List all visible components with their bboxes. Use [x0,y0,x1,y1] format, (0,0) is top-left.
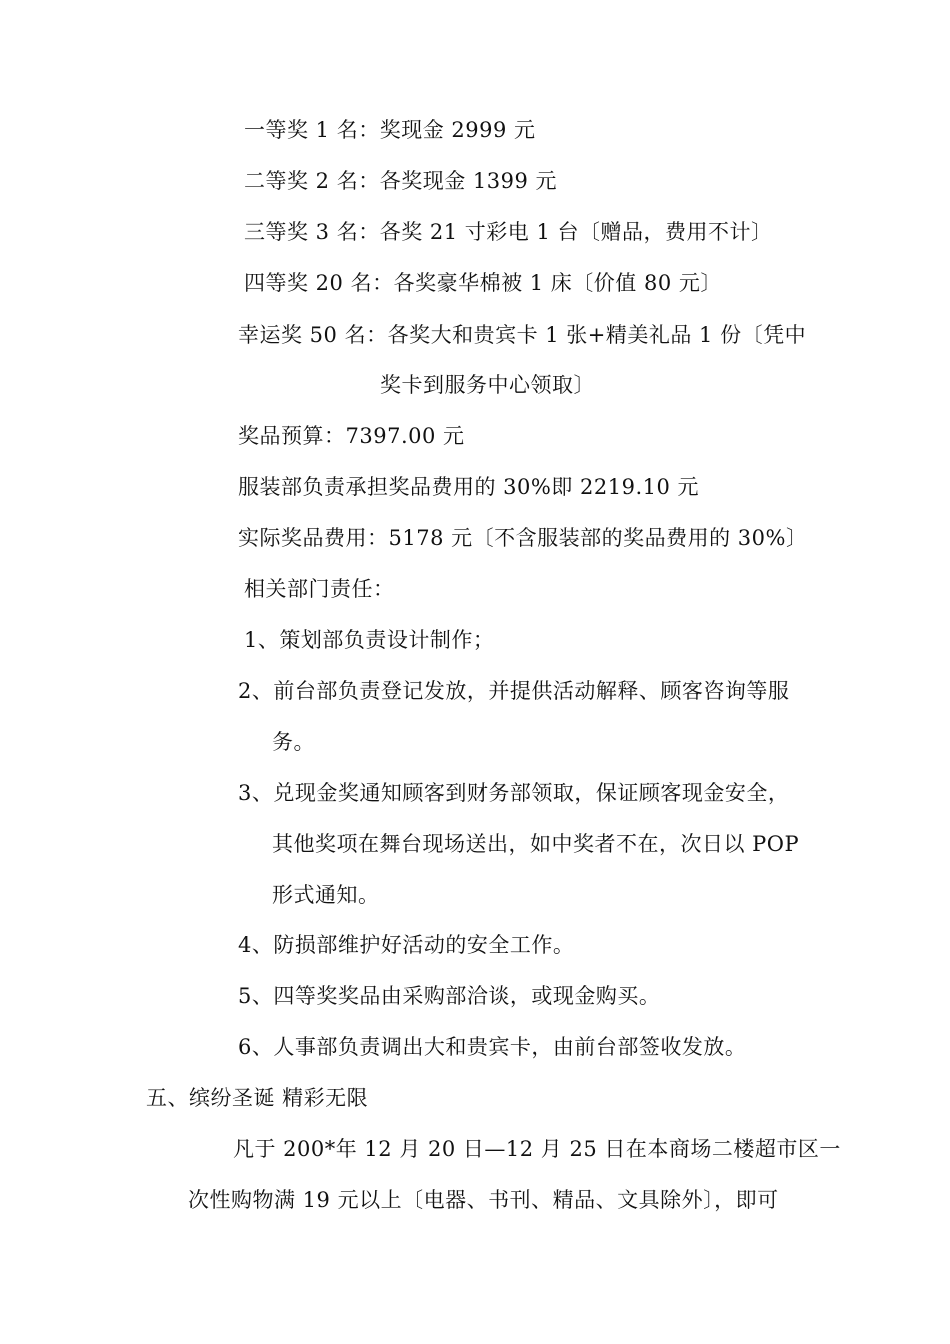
duty-item-5: 5、四等奖奖品由采购部洽谈，或现金购买。 [238,984,661,1008]
actual-cost-line: 实际奖品费用：5178 元〔不含服装部的奖品费用的 30%〕 [238,526,808,550]
prize-first-line: 一等奖 1 名：奖现金 2999 元 [244,118,536,142]
paragraph-line-1: 凡于 200*年 12 月 20 日—12 月 25 日在本商场二楼超市区一 [233,1137,841,1161]
dept-duties-heading: 相关部门责任： [244,577,395,601]
prize-budget-line: 奖品预算：7397.00 元 [238,424,465,448]
duty-item-1: 1、策划部负责设计制作； [244,628,495,652]
duty-item-3-continuation: 其他奖项在舞台现场送出，如中奖者不在，次日以 POP [272,832,800,856]
prize-lucky-line: 幸运奖 50 名：各奖大和贵宾卡 1 张+精美礼品 1 份〔凭中 [238,323,807,347]
duty-item-3: 3、兑现金奖通知顾客到财务部领取，保证顾客现金安全， [238,781,790,805]
duty-item-2-continuation: 务。 [272,730,315,754]
paragraph-line-2: 次性购物满 19 元以上〔电器、书刊、精品、文具除外〕，即可 [188,1188,779,1212]
prize-lucky-continuation: 奖卡到服务中心领取〕 [380,373,595,397]
section-five-heading: 五、缤纷圣诞 精彩无限 [146,1086,369,1110]
duty-item-2: 2、前台部负责登记发放，并提供活动解释、顾客咨询等服 [238,679,790,703]
clothing-share-line: 服装部负责承担奖品费用的 30%即 2219.10 元 [238,475,700,499]
prize-fourth-line: 四等奖 20 名：各奖豪华棉被 1 床〔价值 80 元〕 [244,271,722,295]
duty-item-6: 6、人事部负责调出大和贵宾卡，由前台部签收发放。 [238,1035,747,1059]
prize-second-line: 二等奖 2 名：各奖现金 1399 元 [244,169,558,193]
duty-item-3-continuation-2: 形式通知。 [272,883,380,907]
prize-third-line: 三等奖 3 名：各奖 21 寸彩电 1 台〔赠品，费用不计〕 [244,220,773,244]
duty-item-4: 4、防损部维护好活动的安全工作。 [238,933,575,957]
